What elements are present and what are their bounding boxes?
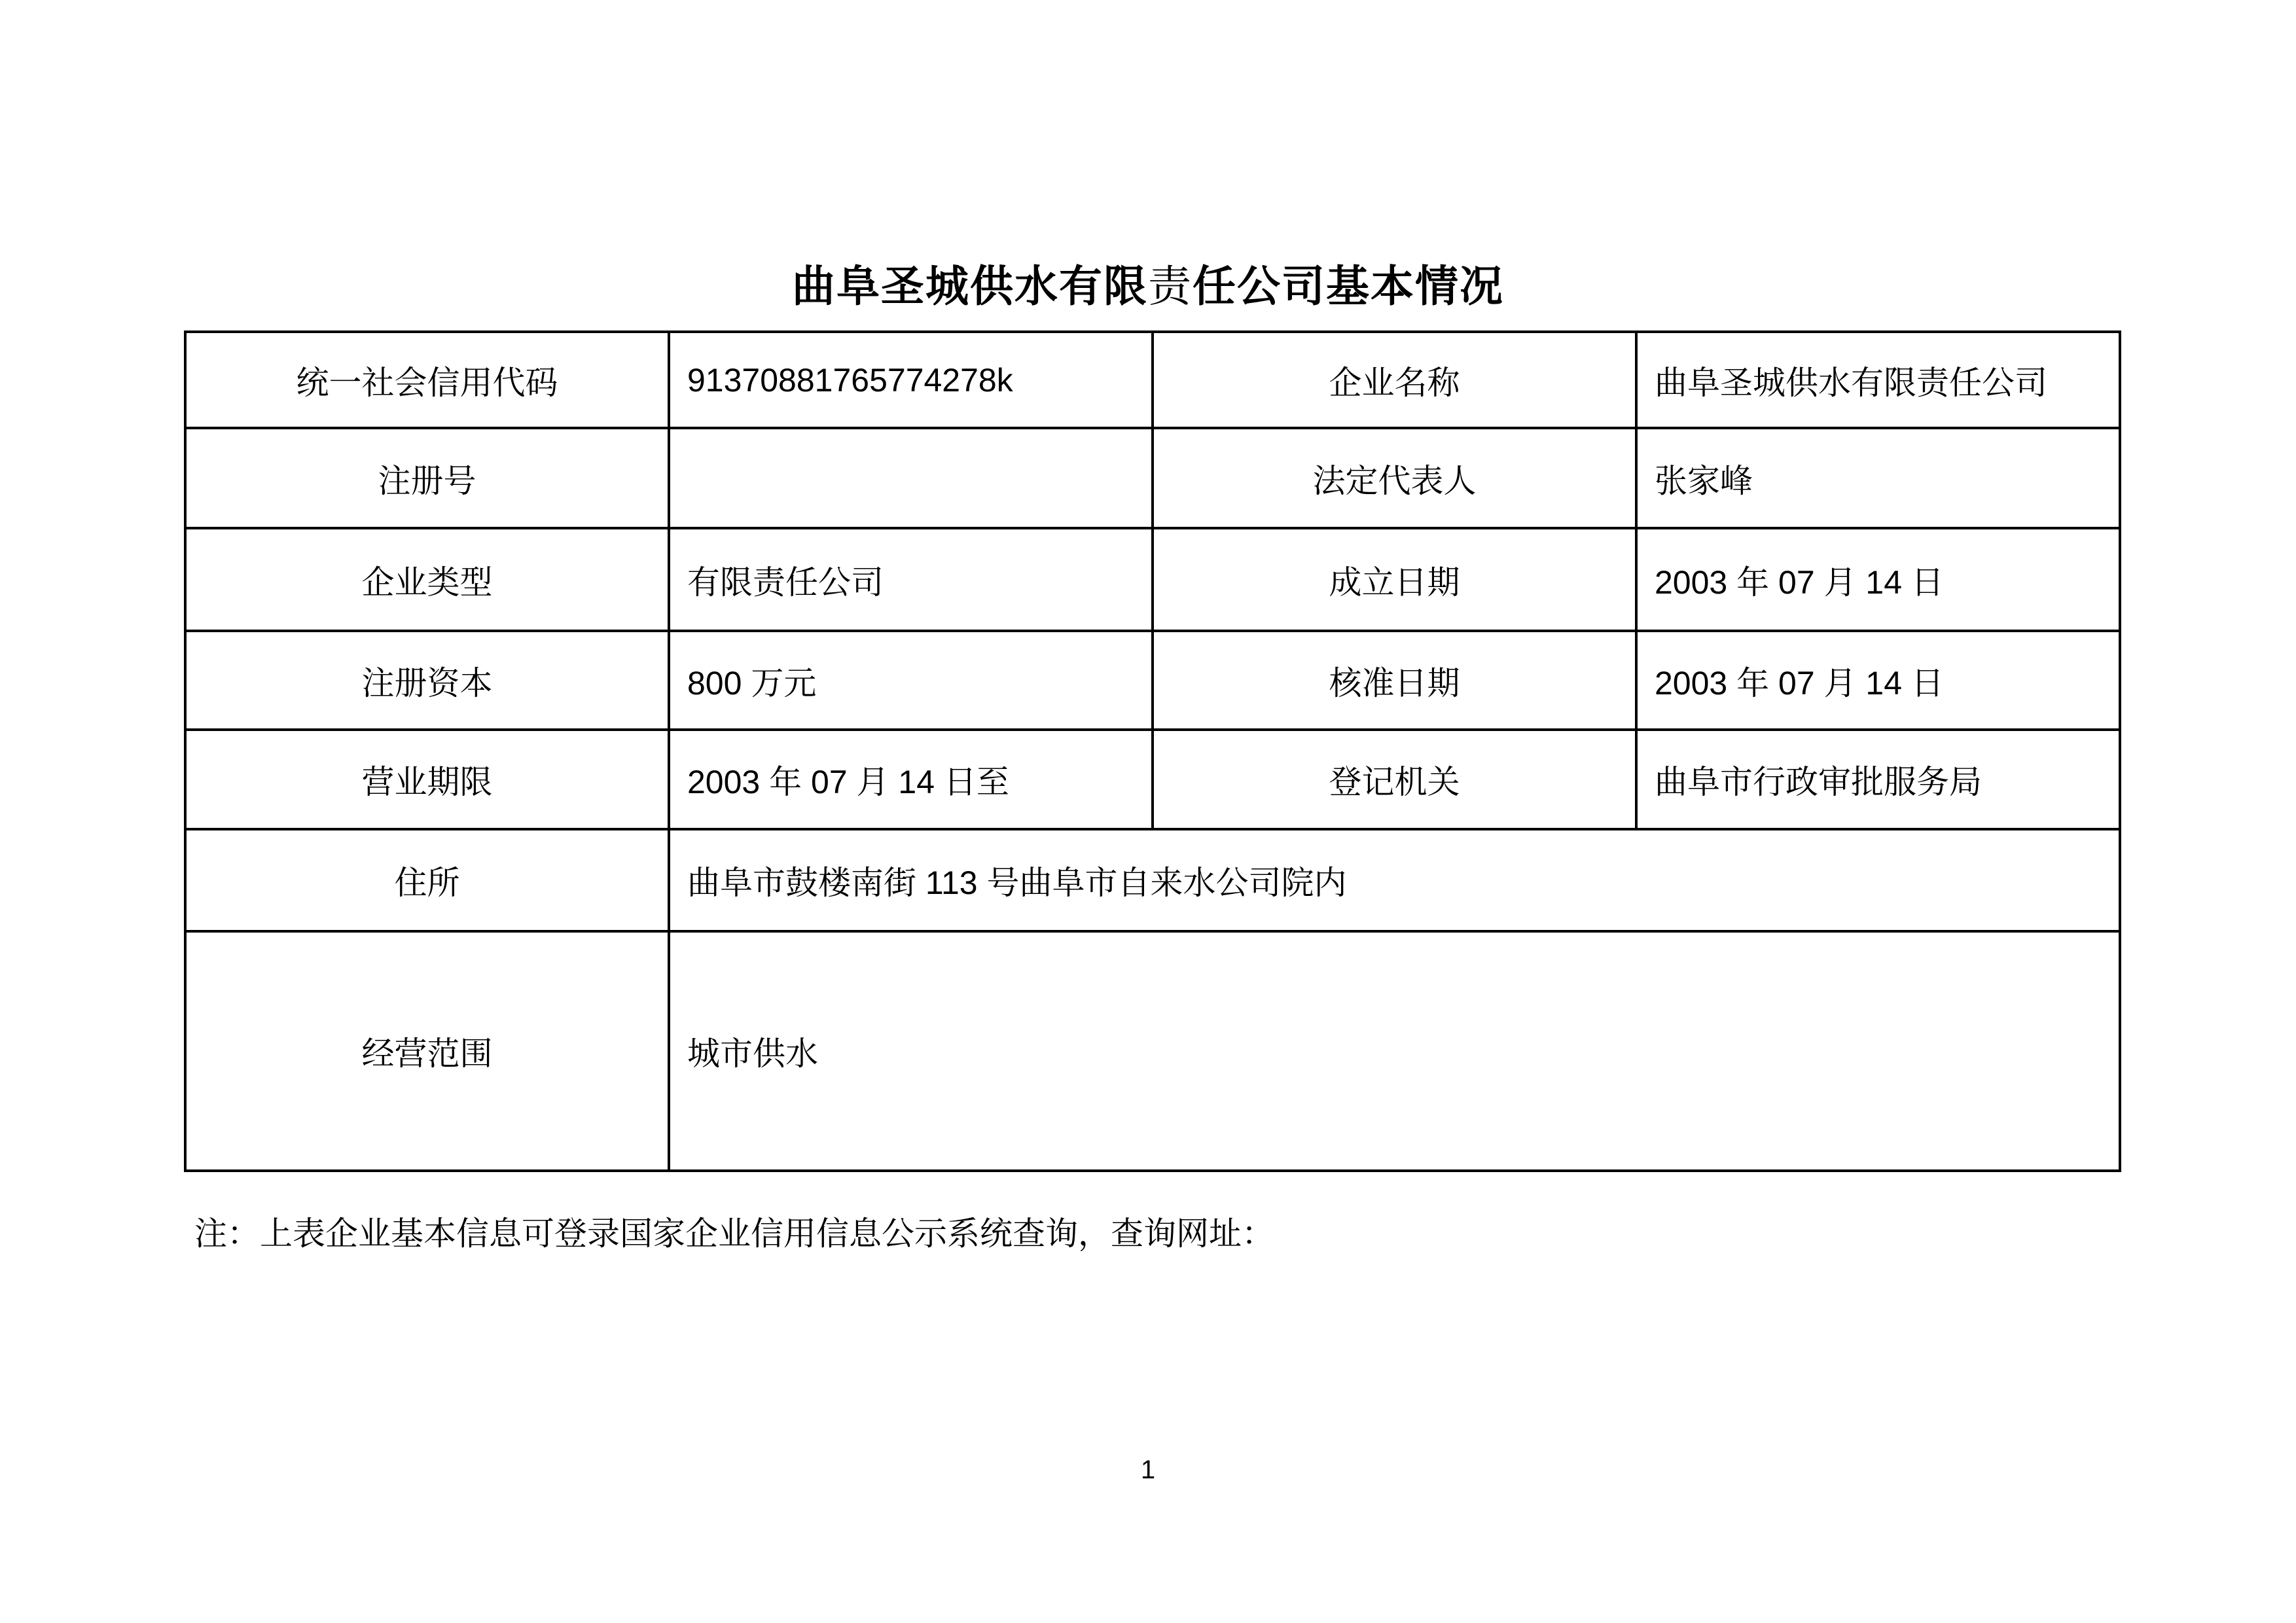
table-row-registered-capital (185, 631, 2120, 730)
cell-label-credit-code: 统一社会信用代码 (185, 332, 669, 428)
cell-label-establish-date: 成立日期 (1153, 528, 1636, 631)
cell-label-legal-representative: 法定代表人 (1153, 428, 1636, 528)
cell-value-company-name: 曲阜圣城供水有限责任公司 (1636, 332, 2120, 428)
cell-value-registration-no (669, 428, 1153, 528)
cell-label-address: 住所 (185, 829, 669, 931)
cell-value-registered-capital: 800 万元 (669, 631, 1153, 730)
cell-label-registered-capital: 注册资本 (185, 631, 669, 730)
cell-value-registration-authority: 曲阜市行政审批服务局 (1636, 730, 2120, 829)
cell-label-registration-authority: 登记机关 (1153, 730, 1636, 829)
cell-value-business-term: 2003 年 07 月 14 日至 (669, 730, 1153, 829)
table-row-registration-no (185, 428, 2120, 528)
table-row-business-scope (185, 931, 2120, 1171)
cell-value-establish-date: 2003 年 07 月 14 日 (1636, 528, 2120, 631)
company-info-table (184, 330, 2121, 1172)
table-row-address (185, 829, 2120, 931)
title-part1: 曲阜圣城供水有限 (792, 262, 1148, 310)
cell-value-credit-code: 91370881765774278k (669, 332, 1153, 428)
page-title (0, 262, 2296, 312)
cell-label-approval-date: 核准日期 (1153, 631, 1636, 730)
footnote: 注：上表企业基本信息可登录国家企业信用信息公示系统查询，查询网址： (194, 1215, 1274, 1252)
cell-label-business-scope: 经营范围 (185, 931, 669, 1171)
table-row-credit-code (185, 332, 2120, 428)
table-row-business-term (185, 730, 2120, 829)
page-number: 1 (1140, 1455, 1156, 1484)
cell-value-business-scope: 城市供水 (669, 931, 2120, 1171)
cell-value-approval-date: 2003 年 07 月 14 日 (1636, 631, 2120, 730)
cell-label-company-type: 企业类型 (185, 528, 669, 631)
cell-label-registration-no: 注册号 (185, 428, 669, 528)
title-part2-serif: 责 (1148, 263, 1193, 311)
cell-label-business-term: 营业期限 (185, 730, 669, 829)
title-part3: 任公司基本情况 (1193, 262, 1504, 310)
cell-value-legal-representative: 张家峰 (1636, 428, 2120, 528)
cell-label-company-name: 企业名称 (1153, 332, 1636, 428)
table-row-company-type (185, 528, 2120, 631)
cell-value-company-type: 有限责任公司 (669, 528, 1153, 631)
cell-value-address: 曲阜市鼓楼南街 113 号曲阜市自来水公司院内 (669, 829, 2120, 931)
